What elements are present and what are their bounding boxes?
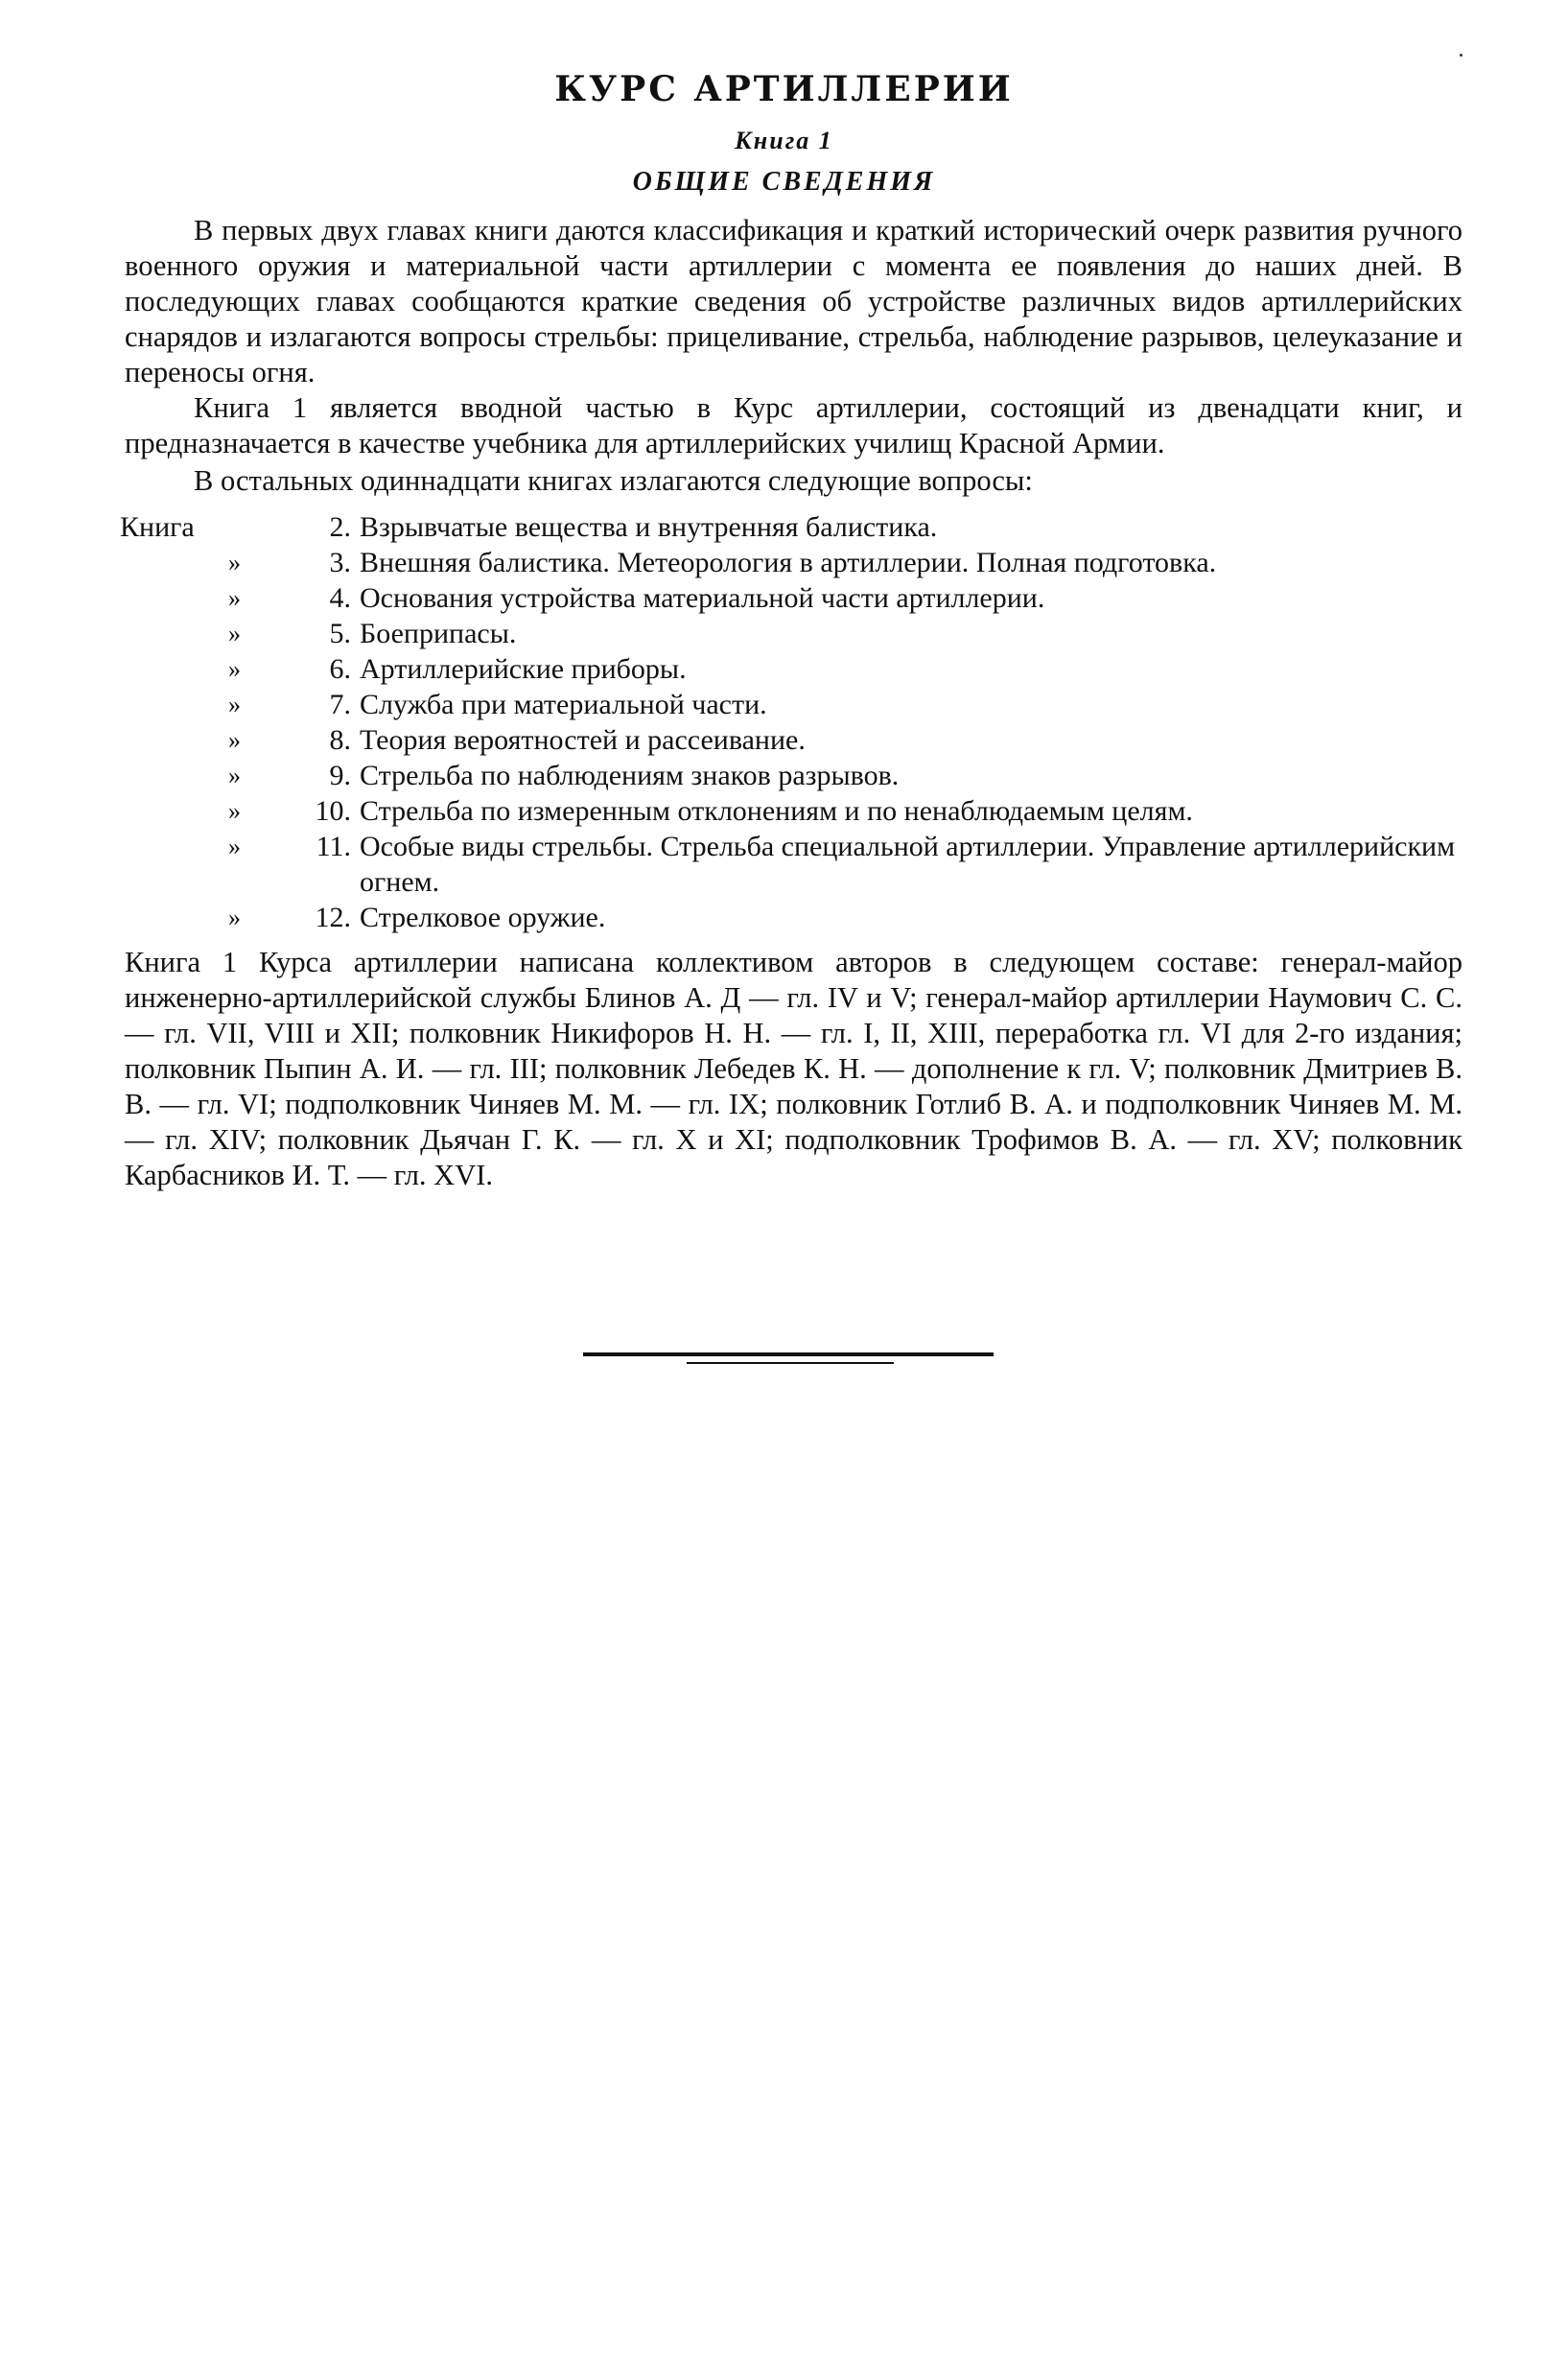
- book-list-item: [192, 722, 1467, 758]
- book-description: Боеприпасы.: [360, 618, 517, 649]
- book-number: 7.: [329, 689, 351, 720]
- book-number: 3.: [329, 547, 351, 578]
- book-description: Служба при материальной части.: [360, 689, 767, 720]
- ditto-mark: »: [228, 691, 241, 718]
- book-prefix: Книга: [120, 511, 195, 543]
- book-list-item: [192, 651, 1467, 687]
- authors-paragraph: Книга 1 Курса артиллерии написана коллективом авторов в следующем составе: генерал-майор инженерно-артиллерийской службы Блинов А. Д — гл. IV и V; генерал-майор артиллерии Наумович С. С. — гл. VII, VIII и XII; полковник Никифоров Н. Н. — гл. I, II, XIII, переработка гл. VI для 2-го издания; полковник Пыпин А. И. — гл. III; полковник Лебедев К. Н. — дополнение к гл. V; полковник Дмитриев В. В. — гл. VI; подполковник Чиняев М. М. — гл. IX; полковник Готлиб В. А. и подполковник Чиняев М. М. — гл. XIV; полковник Дьячан Г. К. — гл. X и XI; подполковник Трофимов В. А. — гл. XV; полковник Карбасников И. Т. — гл. XVI.: [125, 946, 1463, 1191]
- book-number: 2.: [329, 511, 351, 543]
- book-number: 12.: [315, 902, 351, 933]
- book-description: Взрывчатые вещества и внутренняя балистика.: [360, 511, 938, 543]
- book-number: 4.: [329, 582, 351, 614]
- book-list-item: [192, 793, 1467, 829]
- ditto-mark: »: [228, 833, 241, 860]
- book-description: Стрельба по измеренным отклонениям и по ненаблюдаемым целям.: [360, 795, 1193, 827]
- book1-paragraph: Книга 1 является вводной частью в Курс артиллерии, состоящий из двенадцати книг, и предназначается в качестве учебника для артиллерийских училищ Красной Армии.: [125, 391, 1463, 459]
- book-subtitle: Книга 1: [735, 127, 833, 154]
- end-rule-bottom: [687, 1362, 894, 1364]
- book-number: 9.: [329, 760, 351, 791]
- book-number: 8.: [329, 724, 351, 756]
- book-list-item: [192, 829, 1467, 900]
- ditto-mark: »: [228, 904, 241, 931]
- book-description: Стрельба по наблюдениям знаков разрывов.: [360, 760, 900, 791]
- book-number: 10.: [315, 795, 351, 827]
- end-rule-top: [583, 1352, 994, 1356]
- ditto-mark: »: [228, 620, 241, 647]
- ditto-mark: »: [228, 584, 241, 612]
- book-list: [120, 509, 1467, 935]
- remaining-books-paragraph: В остальных одиннадцати книгах излагаются следующие вопросы:: [194, 464, 1033, 497]
- ditto-mark: »: [228, 549, 241, 576]
- book-list-item: [192, 580, 1467, 616]
- page-title: КУРС АРТИЛЛЕРИИ: [554, 69, 1014, 109]
- book-description: Теория вероятностей и рассеивание.: [360, 724, 806, 756]
- scan-speck: [1460, 54, 1463, 57]
- book-description: Стрелковое оружие.: [360, 902, 606, 933]
- book-description: Артиллерийские приборы.: [360, 653, 687, 685]
- book-list-item: [192, 545, 1467, 580]
- ditto-mark: »: [228, 762, 241, 789]
- book-description: Особые виды стрельбы. Стрельба специальной артиллерии. Управление артиллерийским огнем.: [360, 831, 1456, 898]
- ditto-mark: »: [228, 655, 241, 683]
- book-list-item: [192, 687, 1467, 722]
- book-list-item: [120, 509, 1467, 545]
- section-title: ОБЩИЕ СВЕДЕНИЯ: [632, 167, 936, 197]
- intro-paragraph: В первых двух главах книги даются классификация и краткий исторический очерк развития ручного военного оружия и материальной части артиллерии с момента ее появления до наших дней. В последующих главах сообщаются краткие сведения об устройстве различных видов артиллерийских снарядов и излагаются вопросы стрельбы: прицеливание, стрельба, наблюдение разрывов, целеуказание и переносы огня.: [125, 214, 1463, 388]
- book-number: 5.: [329, 618, 351, 649]
- book-description: Внешняя балистика. Метеорология в артиллерии. Полная подготовка.: [360, 547, 1217, 578]
- book-list-item: [192, 900, 1467, 935]
- book-description: Основания устройства материальной части артиллерии.: [360, 582, 1045, 614]
- ditto-mark: »: [228, 797, 241, 825]
- book-list-item: [192, 758, 1467, 793]
- ditto-mark: »: [228, 726, 241, 754]
- book-list-item: [192, 616, 1467, 651]
- book-number: 11.: [316, 831, 351, 862]
- book-number: 6.: [329, 653, 351, 685]
